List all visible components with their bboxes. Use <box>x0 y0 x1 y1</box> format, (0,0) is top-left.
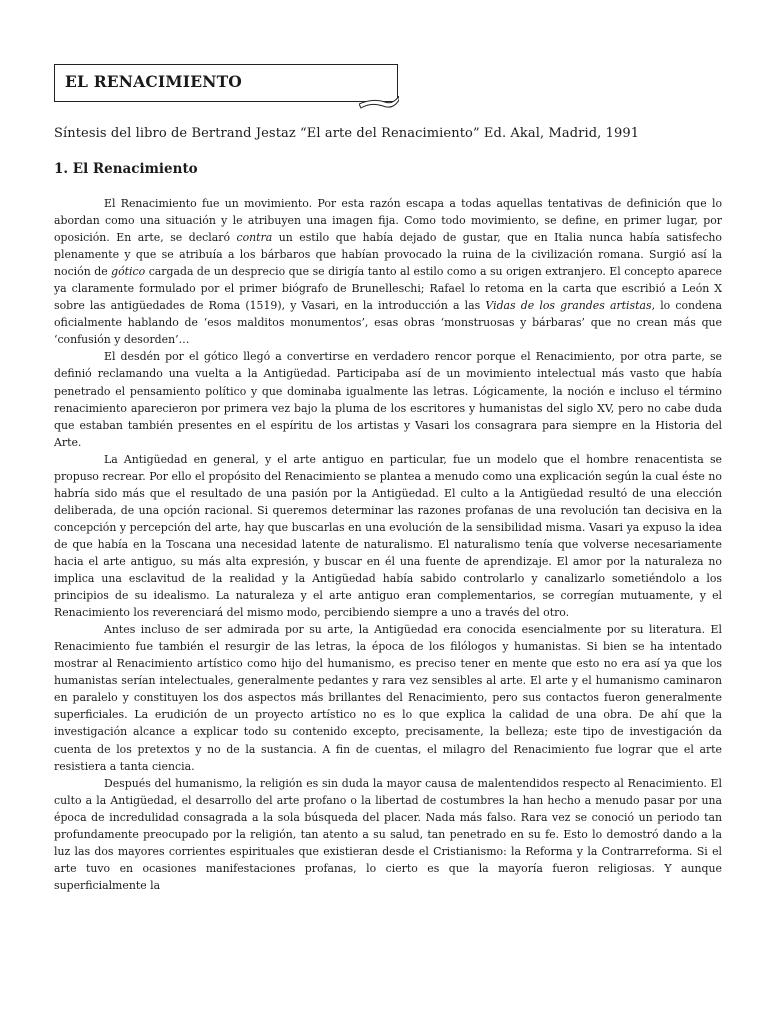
text-run: cargada de un desprecio que se dirigía tanto al estilo como a su origen extranjero. El concepto aparece ya claramente formulado por el primer biógrafo de Brunelleschi; Rafael lo retoma en la carta que escribió a León X sobre las antigüedades de Roma (1519), y Vasari, en la introducción a las <box>54 265 722 313</box>
paragraph <box>54 775 722 894</box>
document-subtitle: Síntesis del libro de Bertrand Jestaz “El arte del Renacimiento” Ed. Akal, Madrid, 1991 <box>54 126 640 141</box>
paragraph <box>54 621 722 774</box>
title-box <box>54 64 398 102</box>
text-run: , lo condena oficialmente hablando de ‘esos malditos monumentos’, esas obras ‘monstruosas y bárbaras’ que no crean más que ‘confusión y desorden’… <box>54 299 722 347</box>
text-run: La Antigüedad en general, y el arte antiguo en particular, fue un modelo que el hombre renacentista se propuso recrear. Por ello el propósito del Renacimiento se plantea a menudo como una explicación según la cual éste no habría sido más que el resultado de una pasión por la Antigüedad. El culto a la Antigüedad resultó de una elección deliberada, de una opción racional. Si queremos determinar las razones profanas de una revolución tan decisiva en la concepción y percepción del arte, hay que buscarlas en una evolución de la sensibilidad misma. Vasari ya expuso la idea de que había en la Toscana una necesidad latente de naturalismo. El naturalismo tenía que volverse necesariamente hacia el arte antiguo, su más alta expresión, y buscar en él una fuente de aprendizaje. El amor por la naturaleza no implica una esclavitud de la realidad y la Antigüedad había sabido controlarlo y canalizarlo sometiéndolo a los principios de su idealismo. La naturaleza y el arte antiguo eran complementarios, se corregían mutuamente, y el Renacimiento los reverenciará del mismo modo, percibiendo siempre a uno a través del otro. <box>54 452 722 620</box>
text-run: un estilo que había dejado de gustar, que en Italia nunca había satisfecho plenamente y que se atribuía a los bárbaros que habían provocado la ruina de la civilización romana. Surgió así la noción de <box>54 231 722 279</box>
document-title: EL RENACIMIENTO <box>65 72 243 91</box>
body-text <box>54 195 722 894</box>
text-run: Después del humanismo, la religión es sin duda la mayor causa de malentendidos respecto al Renacimiento. El culto a la Antigüedad, el desarrollo del arte profano o la libertad de costumbres la han hecho a menudo pasar por una época de incredulidad consagrada a la sola búsqueda del placer. Nada más falso. Rara vez se conoció un periodo tan profundamente preocupado por la religión, tan atento a su salud, tan penetrado en su fe. Esto lo demostró dando a la luz las dos mayores corrientes espirituales que existieran desde el Cristianismo: la Reforma y la Contrarreforma. Si el arte tuvo en ocasiones manifestaciones profanas, lo cierto es que la mayoría fueron religiosas. Y aunque superficialmente la <box>54 776 722 892</box>
text-run: Antes incluso de ser admirada por su arte, la Antigüedad era conocida esencialmente por su literatura. El Renacimiento fue también el resurgir de las letras, la época de los filólogos y humanistas. Si bien se ha intentado mostrar al Renacimiento artístico como hijo del humanismo, es preciso tener en mente que esto no era así ya que los humanistas serían intelectuales, generalmente pedantes y rara vez sensibles al arte. El arte y el humanismo caminaron en paralelo y constituyen los dos aspectos más brillantes del Renacimiento, pero sus contactos fueron generalmente superficiales. La erudición de un proyecto artístico no es lo que explica la calidad de una obra. De ahí que la investigación alcance a explicar todo su contenido excepto, precisamente, la belleza; este tipo de investigación da cuenta de los pretextos y no de la sustancia. A fin de cuentas, el milagro del Renacimiento fue lograr que el arte resistiera a tanta ciencia. <box>54 623 722 773</box>
paragraph <box>54 348 722 450</box>
italic-text-run: contra <box>236 231 273 245</box>
italic-text-run: Vidas de los grandes artistas <box>485 299 652 313</box>
text-run: El Renacimiento fue un movimiento. Por esta razón escapa a todas aquellas tentativas de definición que lo abordan como una situación y le atribuyen una imagen fija. Como todo movimiento, se define, en primer lugar, por oposición. En arte, se declaró <box>54 197 722 245</box>
text-run: El desdén por el gótico llegó a convertirse en verdadero rencor porque el Renacimiento, por otra parte, se definió reclamando una vuelta a la Antigüedad. Participaba así de un movimiento intelectual más vasto que había penetrado el pensamiento político y que dominaba igualmente las letras. Lógicamente, la noción e incluso el término renacimiento aparecieron por primera vez bajo la pluma de los escritores y humanistas del siglo XV, pero no cabe duda que estaban también presentes en el espíritu de los artistas y Vasari los consagrara para siempre en la Historia del Arte. <box>54 350 722 449</box>
italic-text-run: gótico <box>111 265 146 279</box>
paragraph <box>54 195 722 348</box>
document-page <box>54 64 722 894</box>
paragraph <box>54 451 722 621</box>
section-heading: 1. El Renacimiento <box>54 161 198 177</box>
page-curl-decoration <box>359 96 399 110</box>
